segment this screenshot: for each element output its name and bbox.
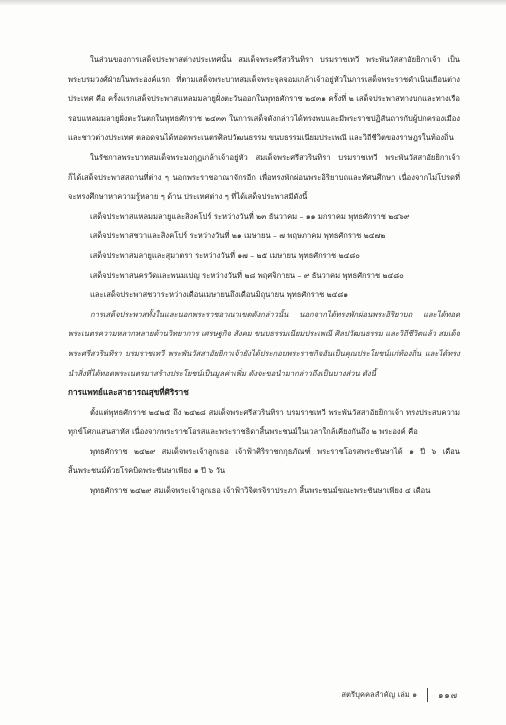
paragraph: ตั้งแต่พุทธศักราช ๒๔๒๕ ถึง ๒๔๒๘ สมเด็จพระศรีสวรินทิรา บรมราชเทวี พระพันวัสสาอัยยิกาเจ้า ทรงประสบความทุกข์โศกแสนสาหัส เนื่องจากพระราชโอรสและพระราชธิดาสิ้นพระชนม์ในเวลาใกล้เคียงกันถึง ๒ พระองค์ คือ [68, 407, 460, 437]
travel-entry: เสด็จประพาสมลายูและสุมาตรา ระหว่างวันที่ ๑๗ – ๒๕ เมษายน พุทธศักราช ๒๔๘๐ [90, 250, 360, 260]
italic-summary-paragraph: การเสด็จประพาสทั้งในและนอกพระราชอาณาเขตดังกล่าวนั้น นอกจากได้ทรงพักผ่อนพระอิริยาบถ และได้ทอดพระเนตรความหลากหลายด้านวิทยาการ เศรษฐกิจ สังคม ขนบธรรมเนียมประเพณี ศิลปวัฒนธรรม และวิถีชีวิตแล้ว สมเด็จพระศรีสวรินทิรา บรมราชเทวี พระพันวัสสาอัยยิกาเจ้ายังได้ประกอบพระราชกิจอันเป็นคุณประโยชน์แก่ท้องถิ่น และได้ทรงนำสิ่งที่ได้ทอดพระเนตรมาสร้างประโยชน์เป็นมูลค่าเพิ่ม ดังจะขอนำมากล่าวถึงเป็นบางส่วน ดังนี้ [68, 309, 460, 378]
travel-entry: เสด็จประพาสนครวัดและพนมเปญ ระหว่างวันที่ ๒๘ พฤศจิกายน – ๙ ธันวาคม พุทธศักราช ๒๔๘๐ [90, 270, 404, 280]
footer-divider [427, 688, 428, 702]
scan-top-edge [0, 0, 506, 6]
travel-entry: เสด็จประพาสชวาและสิงคโปร์ ระหว่างวันที่ ๒๑ เมษายน – ๗ พฤษภาคม พุทธศักราช ๒๔๗๒ [90, 231, 386, 241]
document-body [68, 50, 460, 501]
paragraph: พุทธศักราช ๒๔๒๙ สมเด็จพระเจ้าลูกเธอ เจ้าฟ้าวิจิตรจิราประภา สิ้นพระชนม์ขณะพระชันษาเพียง ๔ เดือน [90, 486, 431, 496]
travel-entry: เสด็จประพาสแหลมมลายูและสิงคโปร์ ระหว่างวันที่ ๒๓ ธันวาคม – ๑๑ มกราคม พุทธศักราช ๒๔๖๙ [90, 211, 410, 221]
paragraph: ในรัชกาลพระบาทสมเด็จพระมงกุฎเกล้าเจ้าอยู่หัว สมเด็จพระศรีสวรินทิรา บรมราชเทวี พระพันวัสสาอัยยิกาเจ้า ก็ได้เสด็จประพาสสถานที่ต่าง ๆ นอกพระราชอาณาจักรอีก เพื่อทรงพักผ่อนพระอิริยาบถและทัศนศึกษา เนื่องจากไม่โปรดที่จะทรงศึกษาหาความรู้หลาย ๆ ด้าน ประเทศต่าง ๆ ที่ได้เสด็จประพาสมีดังนี้ [68, 152, 460, 202]
travel-entry: และเสด็จประพาสชวาระหว่างเดือนเมษายนถึงเดือนมิถุนายน พุทธศักราช ๒๔๘๑ [90, 290, 349, 300]
paragraph: พุทธศักราช ๒๔๒๙ สมเด็จพระเจ้าลูกเธอ เจ้าฟ้าศิริราชกกุธภัณฑ์ พระราชโอรสพระชันษาได้ ๑ ปี ๖ เดือน สิ้นพระชนม์ด้วยโรคบิดพระชันษาเพียง ๑ ปี ๖ วัน [68, 446, 460, 476]
page-number: ๑๑๗ [438, 690, 458, 700]
paragraph: ในส่วนของการเสด็จประพาสต่างประเทศนั้น สมเด็จพระศรีสวรินทิรา บรมราชเทวี พระพันวัสสาอัยยิกาเจ้า เป็นพระบรมวงศ์ฝ่ายในพระองค์แรก ที่ตามเสด็จพระบาทสมเด็จพระจุลจอมเกล้าเจ้าอยู่หัวในการเสด็จพระราชดำเนินเยือนต่างประเทศ คือ ครั้งแรกเสด็จประพาสแหลมมลายูฝั่งตะวันออกในพุทธศักราช ๒๔๓๑ ครั้งที่ ๒ เสด็จประพาสทางบกและทางเรือรอบแหลมมลายูฝั่งตะวันตกในพุทธศักราช ๒๔๓๓ ในการเสด็จดังกล่าวได้ทรงพบและมีพระราชปฏิสันถารกับผู้ปกครองเมืองและชาวต่างประเทศ ตลอดจนได้ทอดพระเนตรศิลปวัฒนธรรม ขนบธรรมเนียมประเพณี และวิถีชีวิตของราษฎรในท้องถิ่น [68, 55, 460, 143]
section-heading: การแพทย์และสาธารณสุขที่ศิริราช [68, 387, 189, 398]
running-footer-title: สตรีบุคคลสำคัญ เล่ม ๑ [341, 690, 418, 699]
page-footer [341, 688, 458, 702]
